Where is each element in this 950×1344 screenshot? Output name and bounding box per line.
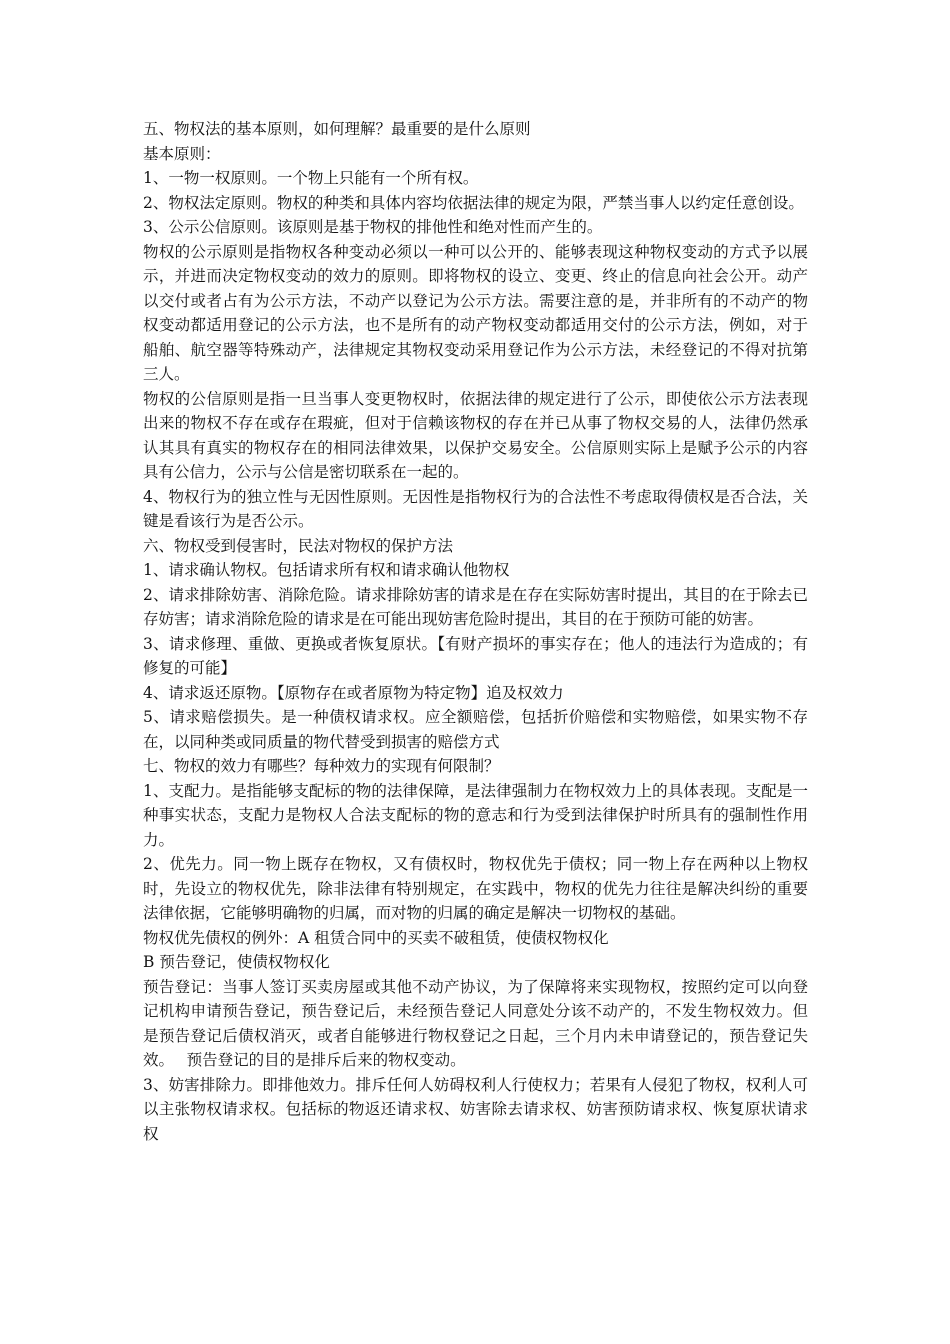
paragraph: B 预告登记，使债权物权化 [143, 953, 330, 971]
paragraph: 4、请求返还原物。【原物存在或者原物为特定物】追及权效力 [143, 683, 564, 702]
paragraph: 3、妨害排除力。即排他效力。排斥任何人妨碍权利人行使权力；若果有人侵犯了物权，权利人可以主张物权请求权。包括标的物返还请求权、妨害除去请求权、妨害预防请求权、恢复原状请求权 [143, 1075, 808, 1143]
paragraph: 2、请求排除妨害、消除危险。请求排除妨害的请求是在存在实际妨害时提出，其目的在于除去已存妨害；请求消除危险的请求是在可能出现妨害危险时提出，其目的在于预防可能的妨害。 [143, 585, 808, 628]
paragraph: 1、一物一权原则。一个物上只能有一个所有权。 [143, 169, 479, 187]
paragraph: 4、物权行为的独立性与无因性原则。无因性是指物权行为的合法性不考虑取得债权是否合法，关键是看该行为是否公示。 [143, 487, 808, 530]
paragraph: 基本原则： [143, 144, 221, 163]
paragraph: 5、请求赔偿损失。是一种债权请求权。应全额赔偿，包括折价赔偿和实物赔偿，如果实物不存在，以同种类或同质量的物代替受到损害的赔偿方式 [143, 708, 808, 751]
paragraph: 3、公示公信原则。该原则是基于物权的排他性和绝对性而产生的。 [143, 218, 603, 236]
paragraph: 2、物权法定原则。物权的种类和具体内容均依据法律的规定为限，严禁当事人以约定任意创设。 [143, 193, 804, 212]
paragraph: 1、支配力。是指能够支配标的物的法律保障，是法律强制力在物权效力上的具体表现。支配是一种事实状态，支配力是物权人合法支配标的物的意志和行为受到法律保护时所具有的强制性作用力。 [143, 781, 808, 849]
paragraph: 预告登记：当事人签订买卖房屋或其他不动产协议，为了保障将来实现物权，按照约定可以向登记机构申请预告登记，预告登记后，未经预告登记人同意处分该不动产的，不发生物权效力。但是预告登记后债权消灭，或者自能够进行物权登记之日起，三个月内未申请登记的，预告登记失效。 预告登记的目的是排斥后来的物权变动。 [143, 977, 808, 1069]
paragraph: 物权的公信原则是指一旦当事人变更物权时，依据法律的规定进行了公示，即使依公示方法表现出来的物权不存在或存在瑕疵，但对于信赖该物权的存在并已从事了物权交易的人，法律仍然承认其具有真实的物权存在的相同法律效果，以保护交易安全。公信原则实际上是赋予公示的内容具有公信力，公示与公信是密切联系在一起的。 [143, 389, 808, 481]
paragraph: 1、请求确认物权。包括请求所有权和请求确认他物权 [143, 561, 510, 579]
section-heading-7: 七、物权的效力有哪些？每种效力的实现有何限制？ [143, 757, 500, 775]
paragraph: 物权优先债权的例外：A 租赁合同中的买卖不破租赁，使债权物权化 [143, 928, 609, 947]
section-heading-5: 五、物权法的基本原则，如何理解？最重要的是什么原则 [143, 120, 531, 138]
paragraph: 2、优先力。同一物上既存在物权，又有债权时，物权优先于债权；同一物上存在两种以上物权时，先设立的物权优先，除非法律有特别规定，在实践中，物权的优先力往往是解决纠纷的重要法律依据，它能够明确物的归属，而对物的归属的确定是解决一切物权的基础。 [143, 855, 808, 922]
document-body [143, 117, 808, 1146]
section-heading-6: 六、物权受到侵害时，民法对物权的保护方法 [143, 536, 454, 555]
paragraph: 物权的公示原则是指物权各种变动必须以一种可以公开的、能够表现这种物权变动的方式予以展示，并进而决定物权变动的效力的原则。即将物权的设立、变更、终止的信息向社会公开。动产以交付或者占有为公示方法，不动产以登记为公示方法。需要注意的是，并非所有的不动产的物权变动都适用登记的公示方法，也不是所有的动产物权变动都适用交付的公示方法，例如，对于船舶、航空器等特殊动产，法律规定其物权变动采用登记作为公示方法，未经登记的不得对抗第三人。 [143, 242, 808, 383]
paragraph: 3、请求修理、重做、更换或者恢复原状。【有财产损坏的事实存在；他人的违法行为造成的；有修复的可能】 [143, 634, 808, 677]
